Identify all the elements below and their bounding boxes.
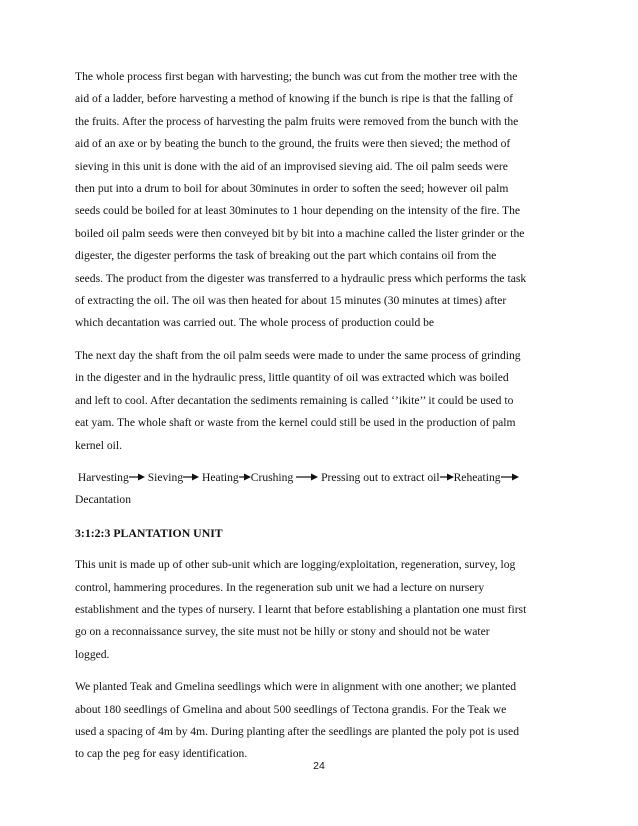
arrow-right-icon — [440, 473, 454, 481]
paragraph-plantation — [75, 554, 565, 666]
text-line: go on a reconnaissance survey, the site must not be hilly or stony and should not be water — [75, 625, 490, 639]
flow-step-decantation: Decantation — [75, 493, 132, 507]
flow-step-sieving: Sieving — [147, 470, 184, 484]
process-flow — [75, 467, 565, 512]
page-number: 24 — [313, 760, 325, 772]
text-line: which decantation was carried out. The whole process of production could be — [75, 316, 435, 330]
flow-step-pressing: Pressing out to extract oil — [321, 470, 440, 484]
text-line: to cap the peg for easy identification. — [75, 747, 248, 761]
text-line: sieving in this unit is done with the aid of an improvised sieving aid. The oil palm seeds were — [75, 159, 508, 173]
flow-step-harvesting: Harvesting — [77, 470, 129, 484]
arrow-right-icon — [183, 473, 199, 481]
paragraph-planting — [75, 676, 565, 766]
text-line: eat yam. The whole shaft or waste from the kernel could still be used in the production of palm — [75, 416, 516, 430]
text-line: establishment and the types of nursery. I learnt that before establishing a plantation one must first — [75, 602, 527, 616]
flow-step-heating: Heating — [202, 470, 239, 484]
text-line: digester, the digester performs the task of breaking out the part which contains oil from the — [75, 249, 497, 263]
text-line: control, hammering procedures. In the regeneration sub unit we had a lecture on nursery — [75, 580, 485, 594]
section-heading: 3:1:2:3 PLANTATION UNIT — [75, 525, 223, 540]
text-line: kernel oil. — [75, 438, 123, 452]
text-line: in the digester and in the hydraulic press, little quantity of oil was extracted which was boiled — [75, 371, 509, 385]
paragraph-shaft — [75, 345, 565, 457]
arrow-right-icon — [501, 473, 519, 481]
text-line: We planted Teak and Gmelina seedlings which were in alignment with one another; we planted — [75, 680, 517, 694]
flow-step-reheating: Reheating — [453, 470, 501, 484]
text-line: aid of an axe or by beating the bunch to the ground, the fruits were then sieved; the method of — [75, 137, 511, 151]
text-line: seeds could be boiled for at least 30minutes to 1 hour depending on the intensity of the fire. The — [75, 204, 521, 218]
text-line: seeds. The product from the digester was transferred to a hydraulic press which performs the task — [75, 271, 527, 285]
text-line: The whole process first began with harvesting; the bunch was cut from the mother tree with the — [75, 70, 518, 83]
body-text — [75, 66, 565, 776]
process-flow-line — [75, 467, 565, 489]
paragraph-process — [75, 66, 565, 335]
arrow-right-icon — [296, 473, 318, 481]
text-line: of extracting the oil. The oil was then heated for about 15 minutes (30 minutes at times) after — [75, 294, 507, 308]
text-line: The next day the shaft from the oil palm seeds were made to under the same process of grinding — [75, 348, 521, 362]
text-line: boiled oil palm seeds were then conveyed bit by bit into a machine called the lister grinder or the — [75, 226, 525, 240]
text-line: used a spacing of 4m by 4m. During planting after the seedlings are planted the poly pot is used — [75, 724, 520, 738]
text-line: about 180 seedlings of Gmelina and about 500 seedlings of Tectona grandis. For the Teak we — [75, 702, 507, 716]
text-line: then put into a drum to boil for about 30minutes in order to soften the seed; however oil palm — [75, 182, 509, 196]
text-line: aid of a ladder, before harvesting a method of knowing if the bunch is ripe is that the falling of — [75, 92, 514, 106]
text-line: and left to cool. After decantation the sediments remaining is called ‘’ikite’’ it could be used to — [75, 393, 514, 407]
flow-step-crushing: Crushing — [250, 470, 294, 484]
arrow-right-icon — [239, 473, 251, 481]
text-line: This unit is made up of other sub-unit which are logging/exploitation, regeneration, survey, log — [75, 558, 516, 572]
text-line: the fruits. After the process of harvesting the palm fruits were removed from the bunch with the — [75, 114, 519, 128]
arrow-right-icon — [129, 473, 145, 481]
text-line: logged. — [75, 647, 110, 661]
